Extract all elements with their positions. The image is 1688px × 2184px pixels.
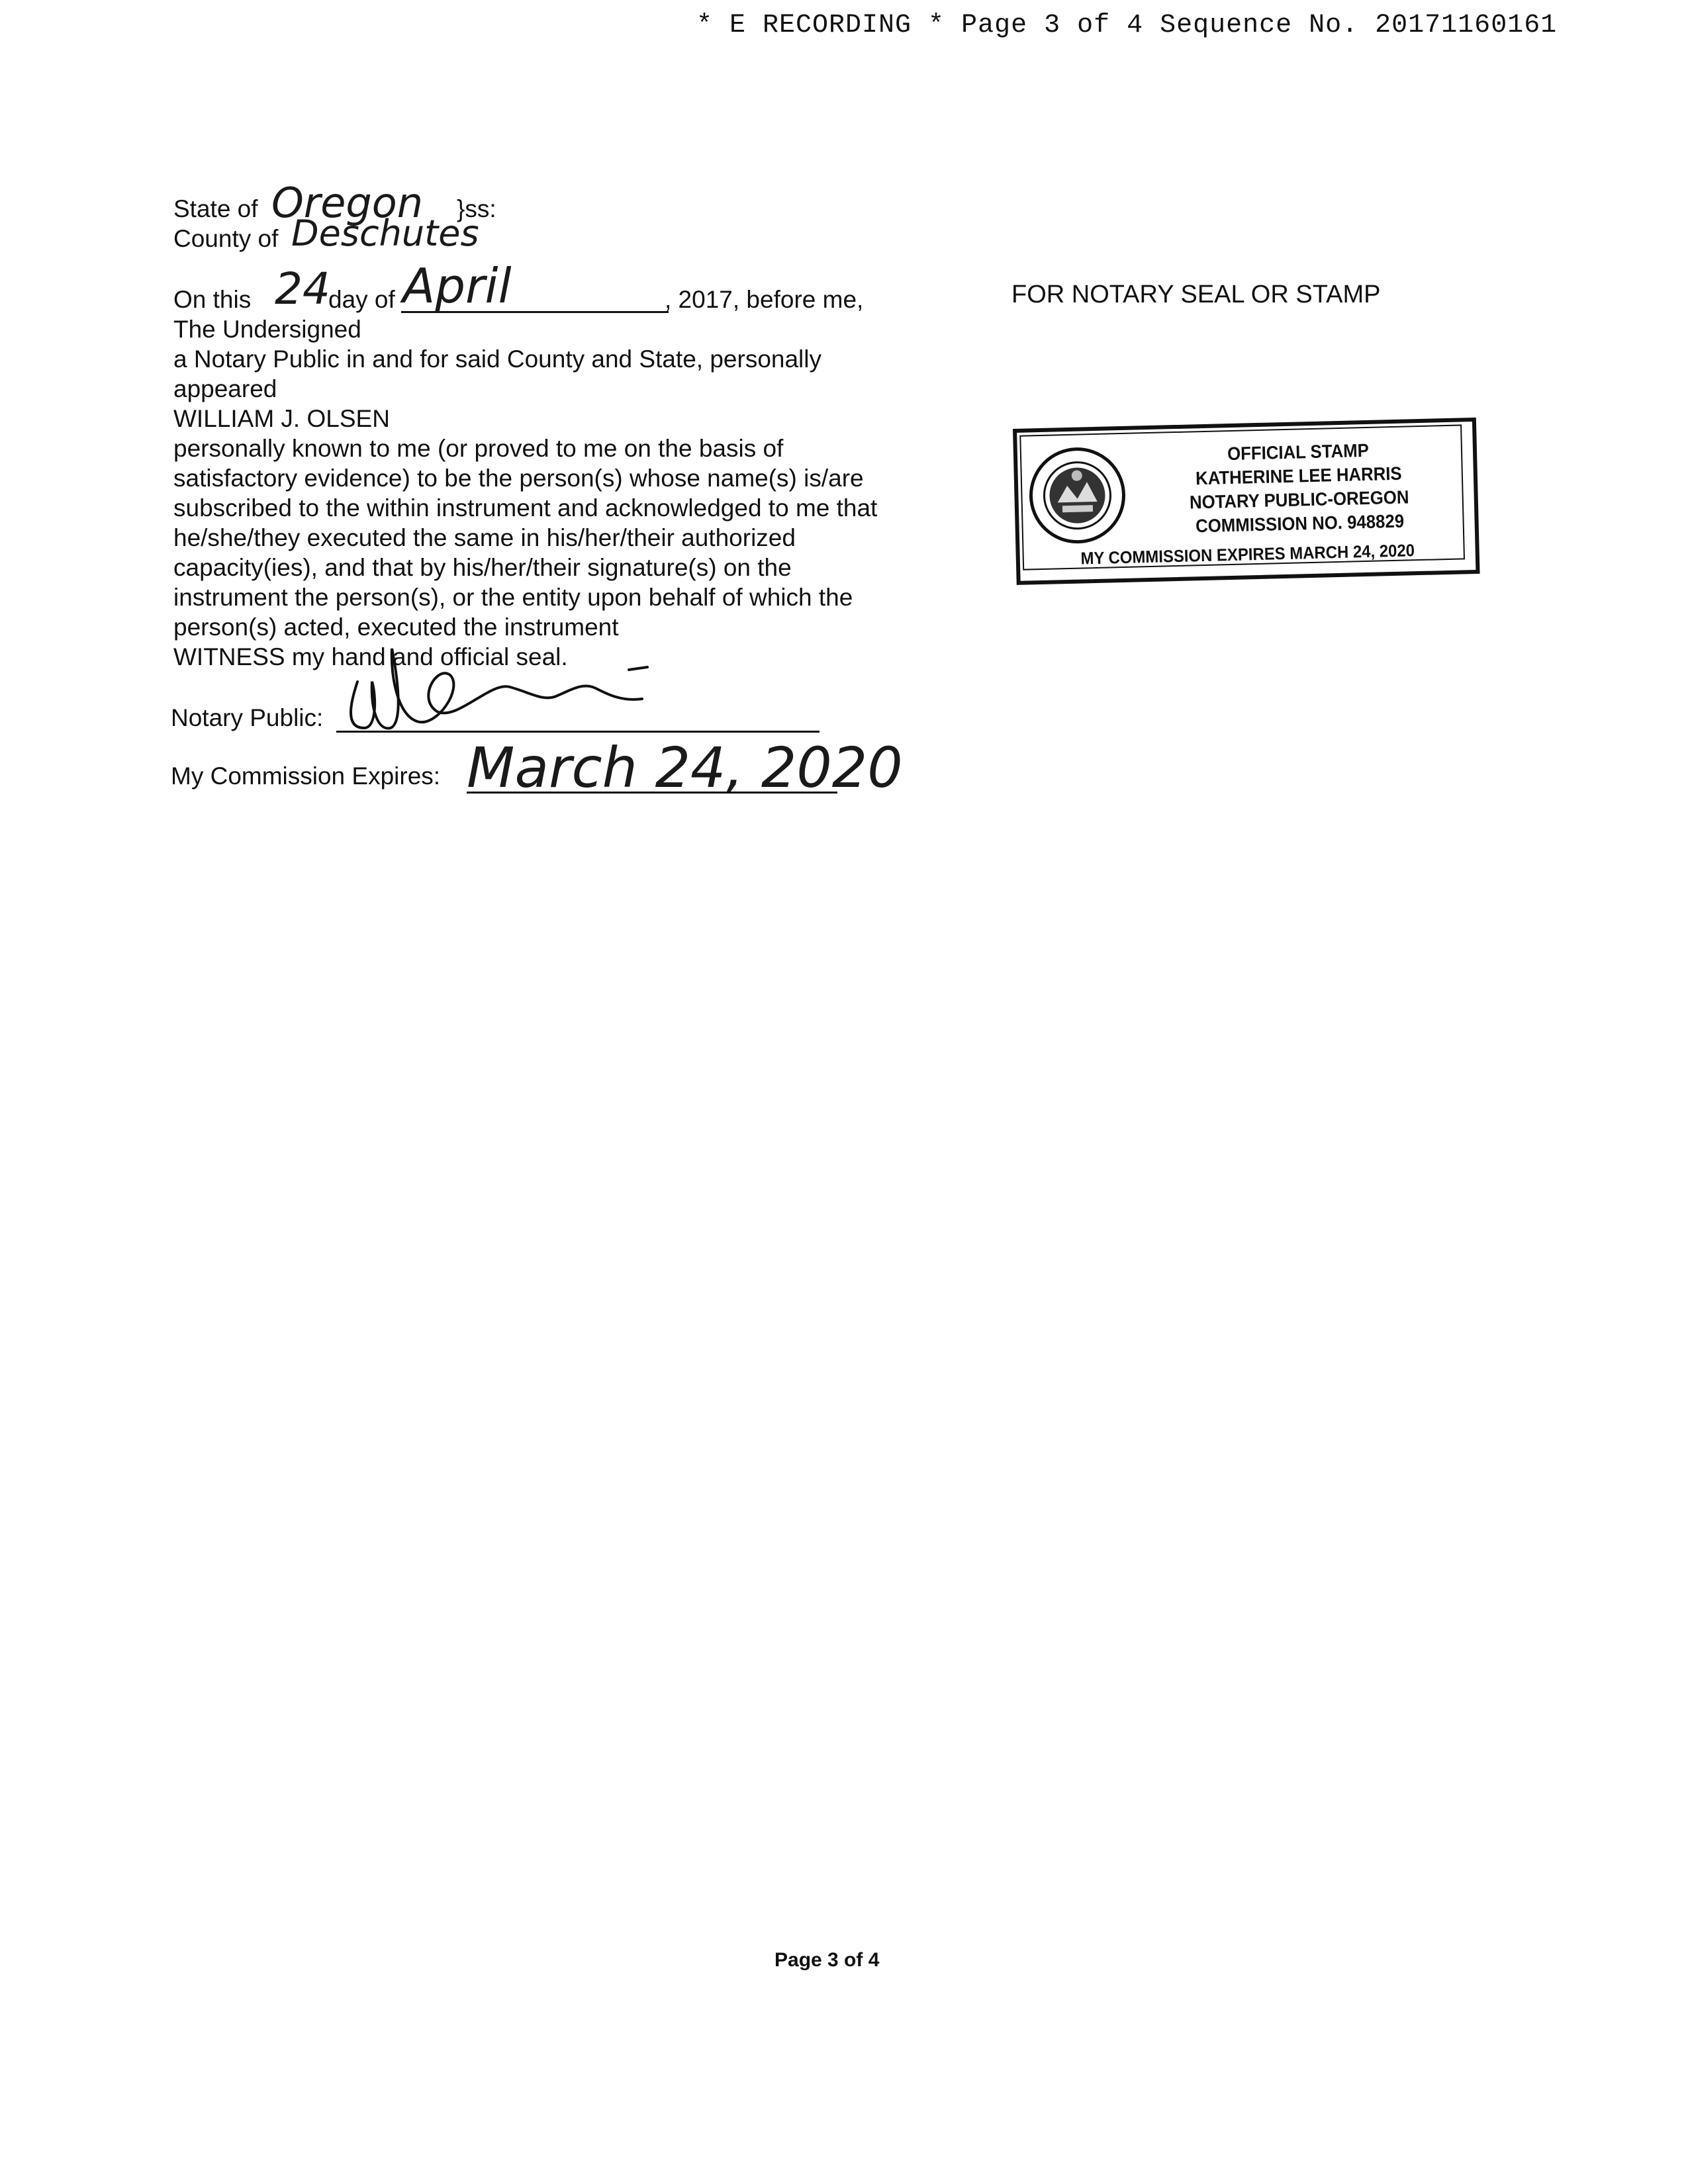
recording-header: * E RECORDING * Page 3 of 4 Sequence No. 20171160161 [696,11,1558,40]
stamp-line: COMMISSION NO. 948829 [1195,510,1405,537]
notary-line-2: appeared [173,375,277,402]
day-of-label: day of [328,286,395,313]
body-line: he/she/they executed the same in his/her/their authorized [173,524,796,551]
seal-area-title: FOR NOTARY SEAL OR STAMP [1011,281,1381,308]
page-number: Page 3 of 4 [774,1949,880,1971]
body-line: subscribed to the within instrument and acknowledged to me that [173,494,878,522]
body-line: instrument the person(s), or the entity upon behalf of which the [173,584,853,611]
body-line: capacity(ies), and that by his/her/their signature(s) on the [173,554,792,581]
stamp-line: KATHERINE LEE HARRIS [1195,463,1402,489]
commission-label: My Commission Expires: [171,762,441,790]
day-value-handwritten: 24 [275,263,330,314]
notary-line-1: a Notary Public in and for said County and State, personally [173,345,822,373]
month-value-handwritten: April [402,258,512,314]
commission-value-handwritten: March 24, 2020 [467,735,903,800]
notary-public-label: Notary Public: [171,704,324,731]
ss-bracket: }ss: [457,195,496,222]
stamp-line: MY COMMISSION EXPIRES MARCH 24, 2020 [1080,540,1415,569]
witness-line: WITNESS my hand and official seal. [173,643,568,670]
state-seal-icon [1027,445,1129,547]
state-label: State of [173,195,258,222]
body-line: person(s) acted, executed the instrument [173,614,619,641]
on-this-label: On this [173,286,252,313]
stamp-line: NOTARY PUBLIC-OREGON [1189,486,1409,513]
county-value-handwritten: Deschutes [291,212,479,254]
signer-name: WILLIAM J. OLSEN [173,405,390,432]
state-value-handwritten: Oregon [271,179,424,227]
officer-name: The Undersigned [173,316,361,343]
county-label: County of [173,225,279,252]
body-line: satisfactory evidence) to be the person(s) whose name(s) is/are [173,465,864,492]
notary-stamp [1013,418,1480,585]
year-text: , 2017, before me, [665,286,864,313]
stamp-line: OFFICIAL STAMP [1227,439,1370,465]
body-line: personally known to me (or proved to me on the basis of [173,435,784,462]
notary-signature-image [331,635,675,735]
commission-underline [467,792,837,794]
